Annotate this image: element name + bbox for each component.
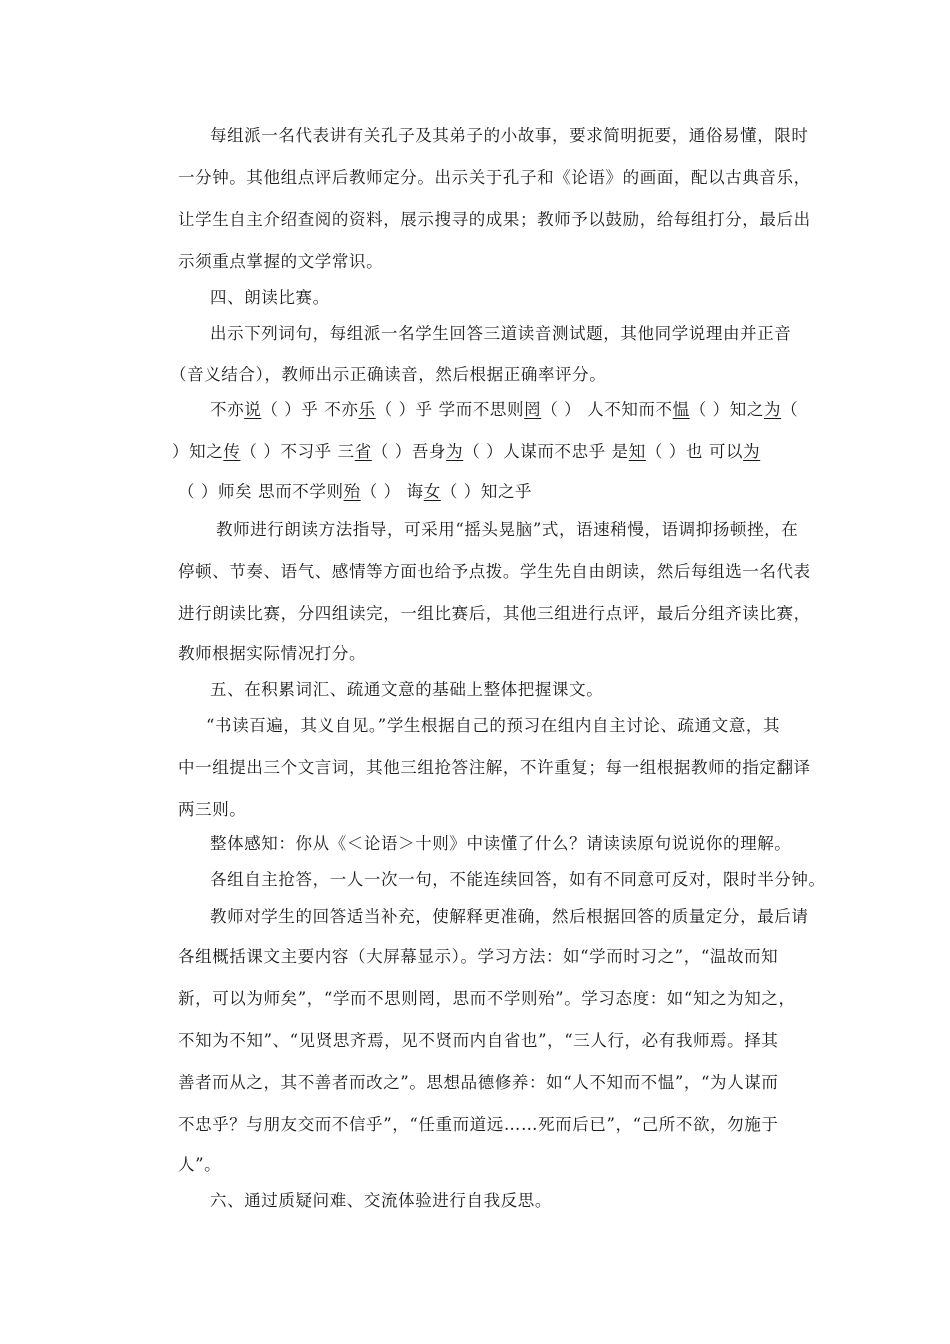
- paragraph-line: 各组自主抢答，一人一次一句，不能连续回答，如有不同意可反对，限时半分钟。: [210, 870, 826, 889]
- quiz-text: （ ）知之乎: [440, 482, 533, 501]
- paragraph-line: 善者而从之，其不善者而改之”。思想品德修养：如“人不知而不愠”，“为人谋而: [178, 1073, 779, 1092]
- quiz-text: （ ） 人不知而不: [541, 400, 673, 419]
- section-heading-4: 四、朗读比赛。: [210, 288, 330, 307]
- quiz-text: （ ）不习乎 三: [240, 442, 355, 461]
- paragraph-line: 示须重点掌握的文学常识。: [178, 252, 384, 271]
- quiz-text: （ ）人谋而不忠乎 是: [463, 442, 629, 461]
- paragraph-line: 一分钟。其他组点评后教师定分。出示关于孔子和《论语》的画面，配以古典音乐，: [178, 168, 811, 187]
- underlined-character: 说: [244, 400, 262, 419]
- paragraph-line: 教师进行朗读方法指导，可采用“摇头晃脑”式，语速稍慢，语调抑扬顿挫，在: [216, 520, 799, 539]
- paragraph-line: 两三则。: [178, 800, 247, 819]
- underlined-character: 愠: [672, 400, 690, 419]
- quiz-text: 不亦: [210, 400, 245, 419]
- underlined-character: 乐: [358, 400, 376, 419]
- underlined-character: 为: [743, 442, 761, 461]
- paragraph-line: 不知为不知”、“见贤思齐焉，见不贤而内自省也”，“三人行，必有我师焉。择其: [178, 1031, 779, 1050]
- paragraph-line: 教师对学生的回答适当补充，使解释更准确，然后根据回答的质量定分，最后请: [210, 907, 809, 926]
- quiz-text: （: [781, 400, 799, 419]
- underlined-character: 传: [223, 442, 241, 461]
- pronunciation-quiz-line: [178, 481, 532, 503]
- paragraph-line: 整体感知：你从《＜论语＞十则》中读懂了什么？请读读原句说说你的理解。: [210, 834, 792, 853]
- quiz-text: ）知之: [172, 442, 224, 461]
- paragraph-line: 每组派一名代表讲有关孔子及其弟子的小故事，要求简明扼要，通俗易懂，限时: [210, 126, 809, 145]
- section-heading-5: 五、在积累词汇、疏通文意的基础上整体把握课文。: [210, 680, 604, 699]
- paragraph-line: 教师根据实际情况打分。: [178, 644, 367, 663]
- paragraph-line: 出示下列词句，每组派一名学生回答三道读音测试题，其他同学说理由并正音: [210, 324, 792, 343]
- quiz-text: （ ）乎 不亦: [261, 400, 359, 419]
- paragraph-line: 各组概括课文主要内容（大屏幕显示）。学习方法：如“学而时习之”，“温故而知: [178, 947, 779, 966]
- underlined-character: 罔: [524, 400, 542, 419]
- underlined-character: 知: [628, 442, 646, 461]
- pronunciation-quiz-line: [210, 399, 798, 421]
- quiz-text: （ ）也 可以: [645, 442, 744, 461]
- underlined-character: 省: [354, 442, 372, 461]
- quiz-text: （ ）吾身: [371, 442, 447, 461]
- paragraph-line: 中一组提出三个文言词，其他三组抢答注解，不许重复；每一组根据教师的指定翻译: [178, 758, 811, 777]
- underlined-character: 为: [446, 442, 464, 461]
- pronunciation-quiz-line: [172, 441, 760, 463]
- quiz-text: （ ）师矣 思而不学则: [178, 482, 344, 501]
- paragraph-line: 让学生自主介绍查阅的资料，展示搜寻的成果；教师予以鼓励，给每组打分，最后出: [178, 210, 811, 229]
- paragraph-line: 不忠乎？与朋友交而不信乎”，“任重而道远……死而后已”，“己所不欲，勿施于: [178, 1115, 779, 1134]
- quiz-text: （ ）乎 学而不思则: [375, 400, 525, 419]
- underlined-character: 为: [763, 400, 782, 419]
- underlined-character: 女: [423, 482, 441, 501]
- paragraph-line: 停顿、节奏、语气、感情等方面也给予点拨。学生先自由朗读，然后每组选一名代表: [178, 562, 811, 581]
- quiz-text: （ ） 诲: [360, 482, 424, 501]
- paragraph-line: 进行朗读比赛，分四组读完，一组比赛后，其他三组进行点评，最后分组齐读比赛，: [178, 604, 811, 623]
- paragraph-line: （音义结合），教师出示正确读音，然后根据正确率评分。: [170, 365, 607, 384]
- underlined-character: 殆: [343, 482, 361, 501]
- paragraph-line: “书读百遍，其义自见。”学生根据自己的预习在组内自主讨论、疏通文意，其: [206, 716, 781, 735]
- section-heading-6: 六、通过质疑问难、交流体验进行自我反思。: [210, 1191, 552, 1210]
- paragraph-line: 新，可以为师矣”，“学而不思则罔，思而不学则殆”。学习态度：如“知之为知之，: [178, 989, 796, 1008]
- quiz-text: （ ）知之: [689, 400, 764, 419]
- paragraph-line: 人”。: [178, 1155, 222, 1174]
